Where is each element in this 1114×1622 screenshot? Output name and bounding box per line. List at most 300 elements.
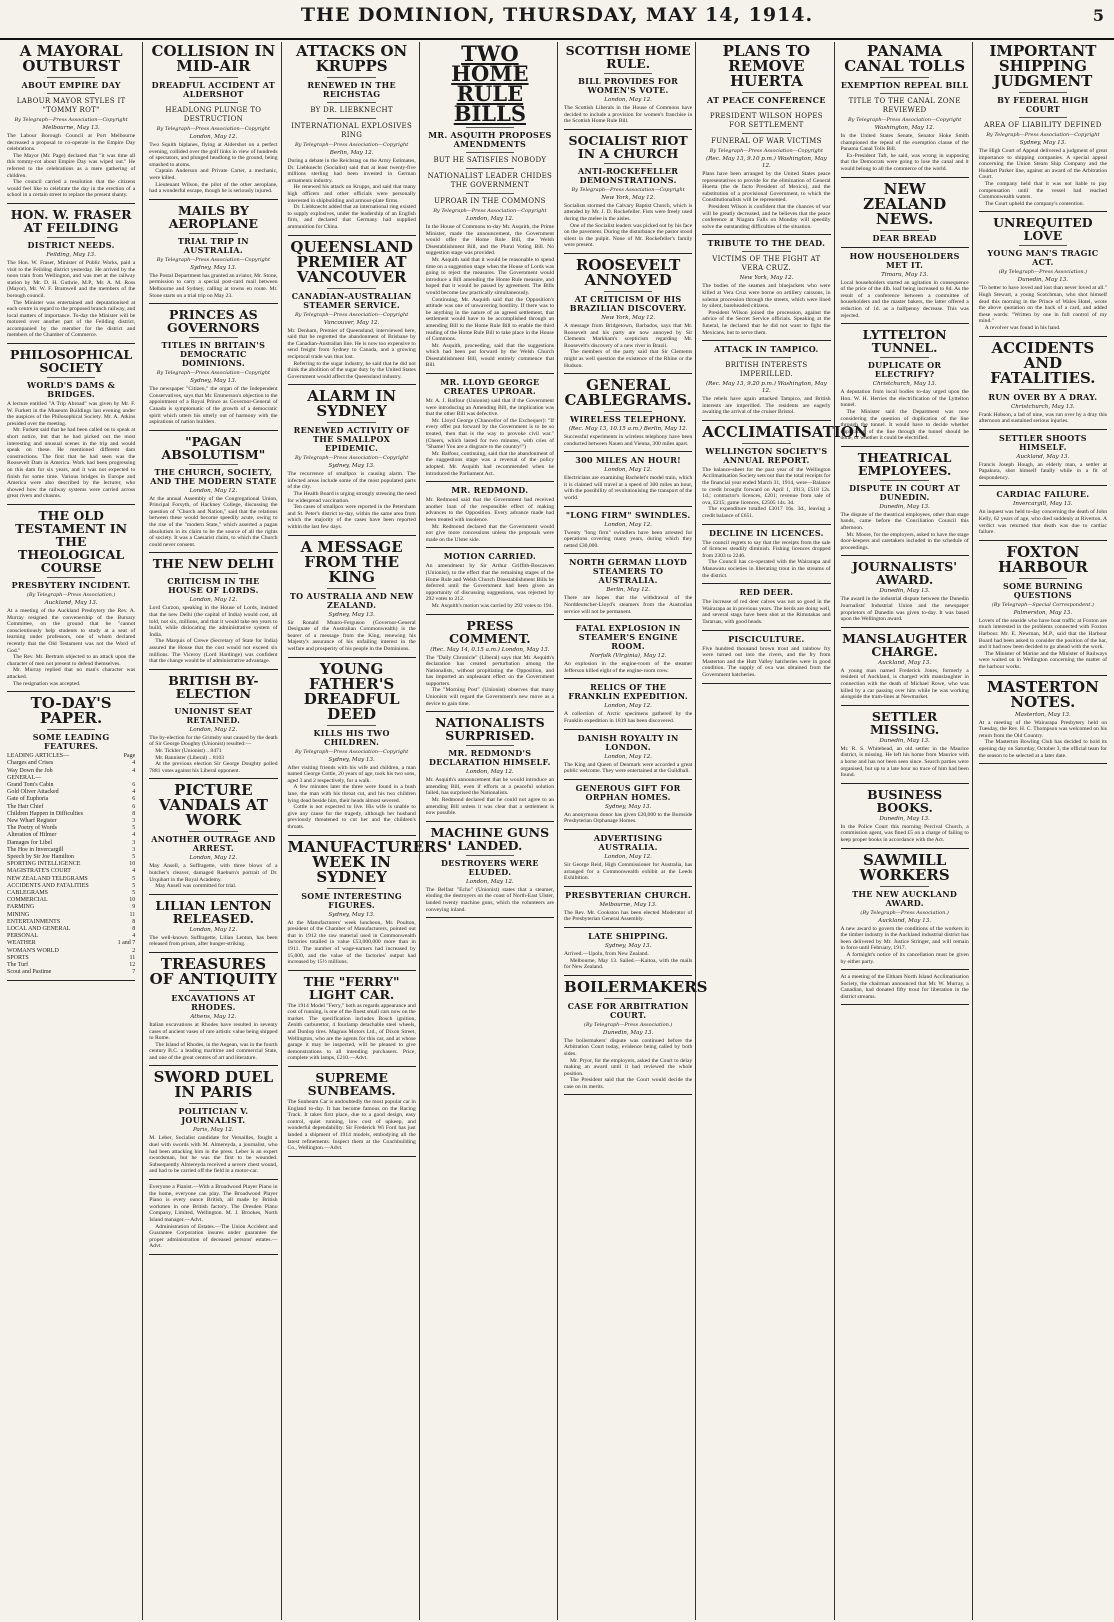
toc-row	[7, 897, 135, 904]
article-rule	[841, 1004, 969, 1005]
toc-page: 11	[129, 954, 136, 961]
article-subheading: WORLD'S DAMS & BRIDGES.	[27, 380, 116, 400]
byline: By Telegraph—Press Association—Copyright	[571, 186, 685, 193]
article-paragraph: A message from Bridgetown, Barbados, says that Mr. Roosevelt and his party are now annoyed by Sir Clements Markham's scepticism regarding Mr. Roosevelt's discovery of a new river in Brazil.	[564, 322, 693, 349]
article	[561, 558, 695, 620]
dateline: Auckland, May 13.	[44, 599, 98, 606]
article-headline: A MESSAGE FROM THE KING	[300, 537, 403, 586]
article-paragraph: The dispute of the theatrical employees, other than stage hands, came before the Conciliation Council this afternoon.	[840, 511, 969, 532]
article-subheading: ANOTHER OUTRAGE AND ARREST.	[151, 834, 276, 854]
article-paragraph: The Island of Rhodes, in the Aegean, was in the fourth century B.C. a leading maritime and commercial State, and one of the great centres of art and literature.	[149, 1041, 278, 1061]
article-subheading: 300 MILES AN HOUR!	[575, 455, 681, 466]
article-paragraph: There are hopes that the withdrawal of the Norddeutscher-Lloyd's steamers from the Australian service will not be permanent.	[564, 595, 693, 615]
article-paragraph: Twenty "long firm" swindlers have been arrested for operations covering many years, during which they netted £30,000.	[564, 529, 693, 549]
toc-page: 8	[132, 918, 136, 925]
article-headline: UNREQUITED LOVE	[993, 215, 1093, 244]
article	[976, 542, 1110, 676]
article	[976, 44, 1110, 212]
dateline: Dunedin, May 13.	[879, 588, 930, 595]
article-paragraph: The "Daily Chronicle" (Liberal) says that Mr. Asquith's declaration has created perturbation among the Nationalists, without propitiating the Opposition, and has imported an unpleasant effect on the Government supporters.	[425, 654, 554, 687]
article-headline: PRINCES AS GOVERNORS	[167, 307, 260, 336]
dateline: Masterton, May 13.	[1014, 711, 1071, 718]
article-paragraph: The King and Queen of Denmark were accorded a great public welcome. They were entertained at the Guildhall.	[564, 761, 693, 775]
article-paragraph: President Wilson joined the procession, against the advice of the Secret Service officials. Speaking at the funeral, he declared that he did not want to fight the Mexicans, but to serve them.	[702, 309, 831, 336]
article-paragraph: Mr. Furkett said that he had been called on to speak at short notice, but that he had picked out the most interesting and unusual scenes in the trip and would speak on these. He mentioned different dam constructions. The first that he had seen was the Roosevelt Dam in America. Work had been progressing on this dam for six years, and it was not expected to finish for some time. Various bridges in Europe and America were also described by the lecturer, who showed how the railway systems were carried across great rivers and chasms.	[7, 427, 136, 500]
divider	[466, 855, 515, 856]
article-subheading: SOME BURNING QUESTIONS	[1003, 580, 1083, 600]
article-paragraph: A deputation from local bodies to-day urged upon the Hon. W. H. Herries the electrification of the Lyttelton tunnel.	[840, 389, 969, 409]
article-subheading: KILLS HIS TWO CHILDREN.	[313, 727, 390, 747]
article-rule	[288, 970, 416, 971]
article-subheading: MR. REDMOND'S DECLARATION HIMSELF.	[429, 748, 551, 768]
toc-row	[7, 926, 135, 933]
article-paragraph: The balance-sheet for the past year of the Wellington Acclimatisation Society sets out that the total receipts for the financial year ended March 31, 1914, were—Balance to credit brought forward on April 1, 1913, £518 12s. 1d.; contractor's licences, £201; revenue from sale of ova, £215; game licences, £2505 14s. 3d.	[702, 466, 831, 506]
article-subheading: BY FEDERAL HIGH COURT	[997, 95, 1089, 114]
toc-label: NEW ZEALAND TELEGRAMS	[7, 875, 88, 882]
article-paragraph: May Ansell, a Suffragette, with three blows of a butcher's cleaver, damaged Raeburn's portrait of Dr. Urquhart in the Royal Academy.	[149, 863, 278, 883]
article-paragraph: Mr. Denham, Premier of Queensland, interviewed here, said that he regretted the abandonment of Brisbane by the Canadian-Australian line. He is now too expensive to send freight from Sydney to Canada, and a growing reciprocal trade was thus lost.	[287, 327, 416, 360]
dateline: Vancouver, May 12.	[323, 319, 380, 326]
toc-page: 4	[132, 760, 136, 767]
divider	[1019, 117, 1068, 118]
byline: (By Telegraph—Press Association.)	[998, 269, 1088, 276]
article-rule	[979, 211, 1107, 212]
article-paragraph: In the United States Senate, Senator Hoke Smith championed the repeal of the exemption clause of the Panama Canal Tolls Bill.	[840, 133, 969, 153]
article-subheading: LATE SHIPPING.	[588, 930, 669, 941]
byline: By Telegraph—Press Association—Copyright	[295, 311, 409, 318]
article-subheading: CASE FOR ARBITRATION COURT.	[567, 1000, 689, 1020]
article-subheading: FUNERAL OF WAR VICTIMS	[711, 137, 822, 145]
article-subheading: CARDIAC FAILURE.	[996, 489, 1090, 500]
article	[699, 588, 833, 630]
toc-label: The Poetry of Words	[7, 825, 57, 832]
toc-page: 1 and 7	[117, 940, 136, 947]
article	[146, 783, 280, 894]
divider	[466, 193, 515, 194]
toc-page: 4	[132, 832, 136, 839]
article-paragraph: Continuing, Mr. Asquith said that the Opposition's attitude was one of unwavering hostility. If there was to be anything in the nature of an agreed settlement, that settlement would have to be accomplished through an amending Bill to the Home Rule Bill to enable the third reading of the Home Rule Bill to take place in the House of Commons.	[425, 296, 554, 343]
article-rule	[841, 848, 969, 849]
byline: By Telegraph—Press Association—Copyright	[295, 455, 409, 462]
article	[699, 529, 833, 585]
article-rule	[288, 1156, 416, 1157]
divider	[47, 577, 96, 578]
article-headline: SAWMILL WORKERS	[859, 850, 950, 884]
article-rule	[564, 451, 692, 452]
article-rule	[288, 384, 416, 385]
divider	[604, 998, 653, 999]
article-subheading: DISTRICT NEEDS.	[27, 239, 115, 250]
toc-row	[7, 962, 135, 969]
article-paragraph: Mr. Bannister (Liberal) .. 8103	[155, 754, 225, 761]
article-paragraph: The expenditure totalled £3017 16s. 3d., leaving a credit balance of £651.	[702, 506, 831, 520]
byline: By Telegraph—Press Association—Copyright	[986, 132, 1100, 138]
dateline: (Rec. May 13, 9.10 p.m.) Washington, May 12.	[706, 156, 827, 169]
article-paragraph: Captain Anderson and Private Carter, a mechanic, were killed.	[149, 168, 278, 181]
dateline: Washington, May 12.	[874, 125, 935, 131]
dateline: London, May 12.	[466, 216, 514, 222]
divider	[604, 73, 653, 74]
dateline: Dunedin, May 13.	[879, 815, 930, 822]
toc-row	[7, 955, 135, 962]
article-paragraph: At the Manufacturers' week luncheon, Mr. Poulton, president of the Chamber of Manufacturers, pointed out that in 1912 the raw material used in Commonwealth factories totalled in value £53,000,000 more than in 1911. The number of wage-earners had increased by 15,000, and the value of the factories' output had increased by 15½ millions.	[287, 919, 416, 966]
article-paragraph: The Minister was entertained and deputationised at each centre in regard to the proposed branch railway, and local matters of importance. To-day the Minister will be motored over another part of the Feilding district, accompanied by the member for the district and members of the Chamber of Commerce.	[7, 299, 136, 339]
article-headline: NEW ZEALAND NEWS.	[863, 179, 947, 228]
article-rule	[841, 969, 969, 970]
article-rule	[564, 975, 692, 976]
article-rule	[979, 763, 1107, 764]
article-rule	[149, 669, 277, 670]
article-paragraph: An inquest was held to-day concerning the death of John Kelly, 62 years of age, who died suddenly at Riverton. A verdict was returned that death was due to cardiac failure.	[978, 509, 1107, 536]
article-headline: MACHINE GUNS LANDED.	[430, 824, 550, 853]
article-paragraph: The newspaper "Citizen," the organ of the Independent Conservatives, says that Mr. Emmerson's objection to the appointment of a Royal Prince as Governor-General of Canada is symptomatic of the growth of a democratic spirit which utters his utterly out of harmony with the aspirations of nation builders.	[149, 386, 278, 426]
article-subheading: PRESBYTERY INCIDENT.	[11, 579, 131, 590]
article-subheading: HEADLONG PLUNGE TO DESTRUCTION	[165, 106, 262, 123]
toc-label: LOCAL AND GENERAL	[7, 925, 71, 932]
article	[699, 44, 833, 235]
article-subheading: MR. REDMOND.	[451, 485, 529, 496]
dateline: Christchurch, May 13.	[1011, 403, 1075, 410]
divider	[1019, 245, 1068, 246]
article-paragraph: Mr. Moore, for the employers, asked to have the stage door-keepers and caretakers included in the schedule of proceedings.	[840, 531, 969, 551]
article-subheading: CRITICISM IN THE HOUSE OF LORDS.	[167, 576, 260, 596]
article-paragraph: The Minister said the Department was now considering the question of duplication of the line through the tunnel. It would have to decide whether duplication of the line through the tunnel should be done, or whether it could be electrified.	[840, 408, 969, 442]
article	[838, 179, 972, 248]
toc-row	[7, 847, 135, 854]
article-paragraph: In the Police Court this morning Percival Church, a commission agent, was fined £5 on a charge of failing to keep proper books in accordance with the Act.	[840, 823, 969, 843]
toc-row	[7, 811, 135, 818]
dateline: Christchurch, May 13.	[872, 381, 937, 388]
article-paragraph: During a debate in the Reichstag on the Army Estimates, Dr. Liebknecht (Socialist) said that at least twenty-five millions sterling had been invested in German armaments industry.	[287, 158, 416, 184]
article-headline: IMPORTANT SHIPPING JUDGMENT	[989, 42, 1097, 90]
article-headline: TWO HOME RULE BILLS	[451, 41, 529, 126]
dateline: London, May 12.	[189, 926, 238, 933]
divider	[742, 92, 791, 93]
article-headline: A MAYORAL OUTBURST	[19, 42, 123, 75]
article-rule	[564, 927, 692, 928]
article	[423, 619, 557, 713]
dateline: New York, May 12.	[739, 275, 794, 282]
article	[976, 677, 1110, 765]
toc-page: 6	[132, 803, 136, 810]
column-4	[419, 42, 557, 1620]
article-rule	[841, 783, 969, 784]
article-subheading: CANADIAN-AUSTRALIAN STEAMER SERVICE.	[291, 290, 412, 310]
article-paragraph: President Wilson is confident that the chances of war will be greatly decreased, and he believes that the peace conference at Niagara Falls on Monday will speedily solve the outstanding difficulties of the situation.	[702, 203, 831, 230]
dateline: Dunedin, May 13.	[879, 503, 930, 510]
byline: By Telegraph—Press Association—Copyright	[156, 256, 270, 263]
toc-label: FARMING	[7, 904, 35, 911]
article	[4, 348, 138, 505]
article	[976, 434, 1110, 487]
toc-page: 4	[132, 789, 136, 796]
divider	[1019, 92, 1068, 93]
article-paragraph: The by-election for the Grimsby seat caused by the death of Sir George Doughty (Unionist) resulted:—	[149, 734, 278, 748]
article-rule	[702, 583, 830, 584]
article	[976, 338, 1110, 430]
article	[838, 710, 972, 784]
byline: (By Telegraph—Press Association.)	[26, 591, 116, 598]
article-paragraph: The Court upheld the company's contention.	[984, 200, 1084, 207]
article-paragraph: The recurrence of smallpox is causing alarm. The infected areas include some of the most populated parts of the city.	[287, 471, 416, 491]
article-paragraph: The Mayor (Mr. Page) declared that "it was time all this tommy-rot about Empire Day was wiped out." He referred to the celebrations as a mere gathering of children.	[7, 152, 136, 179]
toc-label: Damages for Libel	[7, 839, 52, 846]
article-subheading: DISPUTE IN COURT AT DUNEDIN.	[849, 482, 961, 502]
divider	[189, 233, 238, 234]
article-headline: SWORD DUEL IN PARIS	[153, 1068, 274, 1102]
article	[423, 378, 557, 482]
dateline: Melbourne, May 13.	[42, 125, 100, 131]
article-paragraph: Plans have been arranged by the United States peace representatives to provide for the elimination of General Huerta (the de facto President of Mexico), and the substitution of a provisional Government, to which the Constitutionalists will be represented.	[702, 171, 831, 204]
divider	[47, 237, 96, 238]
article-rule	[426, 614, 554, 615]
article-paragraph: The Rev. Mr. Bertram objected to an attack upon the character of men not present to defend themselves.	[7, 654, 136, 667]
article	[146, 674, 280, 780]
article-paragraph: A fortnight's notice of its cancellation must be given by either party.	[840, 951, 969, 965]
article-paragraph: At the previous election Sir George Doughty polled 7881 votes against his Liberal opponent.	[149, 761, 278, 774]
article-subheading: THE NEW AUCKLAND AWARD.	[852, 888, 958, 908]
article-headline: FOXTON HARBOUR	[997, 542, 1088, 576]
article-rule	[564, 506, 692, 507]
divider	[880, 886, 929, 887]
article	[561, 891, 695, 928]
dateline: London, May 12.	[604, 703, 652, 710]
article-subheading: POLITICIAN V. JOURNALIST.	[178, 1106, 249, 1126]
article-paragraph: At a meeting of the Eltham North Island Acclimatisation Society, the chairman announced that Mr. W. Murray, a Canadian, had donated fifty trout for liberation in the district streams.	[840, 974, 969, 1000]
toc-label: New Wharf Register	[7, 817, 57, 824]
article	[146, 1184, 280, 1255]
article-paragraph: At the annual Assembly of the Congregational Union, Principal Forsyth, of Hackney College, discussing the question of "Church and Nation," said that the relations between these would become speedily acute, owing to the rise of the "modern State," which asserted a pagan absolutism in its claim to be the source of all the rights of society. It was a Caesarist claim, to which the Church could never consent.	[149, 495, 278, 548]
article-rule	[426, 547, 554, 548]
article-rule	[149, 199, 277, 200]
article	[285, 389, 419, 535]
dateline: London, May 12.	[604, 853, 652, 860]
article	[561, 255, 695, 374]
article	[838, 850, 972, 971]
article-headline: "PAGAN ABSOLUTISM"	[161, 433, 266, 462]
article-subheading: YOUNG MAN'S TRAGIC ACT.	[987, 248, 1099, 268]
toc-label: ENTERTAINMENTS	[7, 918, 61, 925]
article-paragraph: The President said that the Court would decide the case on its merits.	[564, 1077, 693, 1090]
article-paragraph: The 1914 Model "Ferry," both as regards appearance and cost of running, is one of the finest small cars now on the market. The specification includes Bosch ignition, Zenith carburettor, 4 fourlamp detachable steel wheels, and Dunlop tires. Magnus Motors Ltd., of Dixon Street, Wellington, who are the agents for this car, and at whose garage it may be inspected, will be pleased to give demonstrations to all intending purchasers. Price, complete with lamps, £210.—Advt.	[287, 1002, 416, 1062]
article-paragraph: The rebels have again attacked Tampico, and British interests are imperilled. The residents are eagerly awaiting the arrival of the cruiser Bristol.	[702, 396, 831, 416]
toc-label: CABLEGRAMS	[7, 889, 49, 896]
divider	[604, 411, 653, 412]
article-paragraph: Electricians are examining Bachelet's model train, which it is claimed will travel at a speed of 300 miles an hour, with the possibility of revolutionising the transport of the world.	[564, 475, 693, 502]
article-paragraph: Mr. Pryor, for the employers, asked the Court to delay making an award until it had reviewed the whole position.	[564, 1057, 693, 1077]
table-of-contents	[7, 753, 135, 976]
dateline: London, May 12.	[189, 487, 238, 494]
article-paragraph: An explosion in the engine-room of the steamer Jefferson killed eight of the engine-room crew.	[564, 661, 693, 674]
article	[838, 560, 972, 627]
divider	[466, 168, 515, 169]
article-subheading: UNIONIST SEAT RETAINED.	[174, 705, 253, 725]
divider	[189, 831, 238, 832]
toc-label: WEATHER	[7, 940, 36, 947]
article	[838, 451, 972, 557]
divider	[47, 729, 96, 730]
article-subheading: RELICS OF THE FRANKLIN EXPEDITION.	[568, 682, 688, 702]
article-paragraph: The well-known Suffragette, Lilian Lenton, has been released from prison, after hunger-striking.	[149, 934, 278, 948]
divider	[327, 725, 376, 726]
dateline: London, May 12.	[466, 878, 514, 885]
toc-label: Children Happen in Difficulties	[7, 810, 84, 817]
article-subheading: RED DEER.	[739, 587, 794, 598]
article-rule	[288, 535, 416, 536]
article	[146, 1070, 280, 1180]
dateline: Sydney, May 13.	[604, 942, 652, 949]
divider	[189, 703, 238, 704]
dateline: Sydney, May 13.	[1019, 140, 1067, 146]
article	[838, 974, 972, 1005]
article-headline: LILIAN LENTON RELEASED.	[155, 897, 272, 926]
article-headline: QUEENSLAND PREMIER AT VANCOUVER	[290, 237, 413, 286]
article-paragraph: The council regrets to say that the receipts from the sale of licences steadily diminish. Fishing licences dropped from 2303 to 2246.	[702, 539, 831, 559]
article-subheading: GENEROUS GIFT FOR ORPHAN HOMES.	[575, 782, 681, 802]
byline: By Telegraph—Press Association—Copyright	[709, 148, 823, 154]
article-paragraph: A revolver was found in his hand.	[984, 324, 1061, 331]
article-subheading: MOTION CARRIED.	[443, 551, 536, 562]
article-rule	[149, 778, 277, 779]
article	[561, 44, 695, 130]
toc-page: 9	[132, 904, 136, 911]
dateline: Dunedin, May 13.	[1017, 277, 1069, 284]
article-rule	[564, 886, 692, 887]
article-paragraph: Mr. Asquith said that it would be reasonable to spend time on a suggestion stage when the House of Lords was going to reject the measures. The Government would introduce a Bill amending the Home Rule measure, and hoped that it would be passed by agreement. The Bills would become law practically simultaneously.	[425, 256, 554, 296]
article	[976, 216, 1110, 336]
article-subheading: WIRELESS TELEPHONY.	[570, 414, 687, 425]
article-paragraph: Lieutenant Wilson, the pilot of the other aeroplane, had a wonderful escape, though he is seriously injured.	[149, 181, 278, 195]
toc-row	[7, 948, 135, 955]
article-rule	[979, 336, 1107, 337]
divider	[189, 337, 238, 338]
byline: By Telegraph—Press Association—Copyright	[433, 208, 547, 214]
article-rule	[564, 553, 692, 554]
article-paragraph: The Marquis of Crewe (Secretary of State for India) assured the House that the cost would not exceed six millions. The Viceroy (Lord Hardinge) was confident that the change would be of administrative advantage.	[149, 638, 278, 665]
dateline: Paris, May 12.	[193, 1127, 234, 1134]
toc-row	[7, 854, 135, 861]
divider	[880, 230, 929, 231]
toc-page: 10	[129, 897, 136, 904]
toc-label: Alteration of Hilmer	[7, 832, 57, 839]
article-rule	[149, 303, 277, 304]
article	[838, 788, 972, 849]
article-paragraph: The High Court of Appeal delivered a judgment of great importance to shipping companies. A special appeal concerning the Union Steam Ship Company and the Huddart Parker line, against an award of the Arbitration Court.	[978, 148, 1107, 181]
dateline: London, May 12.	[189, 597, 238, 604]
article-paragraph: The "Morning Post" (Unionist) observes that many Unionists will regard the Government's new move as a device to gain time.	[425, 687, 554, 707]
article-paragraph: An anonymous donor has given £20,000 to the Burnside Presbyterian Orphanage Homes.	[564, 811, 693, 825]
article-paragraph: The Masterton Bowling Club has decided to hold its opening day on Saturday, October 3, the official team for the season to be selected at a later date.	[978, 739, 1107, 759]
article-paragraph: An amendment by Sir Arthur Griffith-Boscawen (Unionist), to the effect that the remaining stages of the Home Rule and Welsh Church Disestablishment Bills be deferred until the Government had been given an opportunity of discussing suggestions, was rejected by 292 votes to 212.	[425, 563, 554, 603]
dateline: London, May 12.	[604, 467, 652, 474]
article-paragraph: At a meeting of the Auckland Presbytery the Rev. A. Murray resigned the convenership of the Bursary Committee, on the ground that he "cannot conscientiously help students to study at a seat of learning under professors, one of whom declared recently that the Old Testament was not the Word of God."	[7, 607, 136, 654]
article-paragraph: Mr. Asquith's announcement that he would introduce an amending Bill, even if efforts at a peaceful solution failed, has surprised the Nationalists.	[425, 777, 554, 797]
toc-page: 8	[132, 810, 136, 817]
article-subheading: LABOUR MAYOR STYLES IT "TOMMY ROT"	[16, 97, 126, 114]
toc-row	[7, 768, 135, 775]
toc-label: Gold Oliver Attacked	[7, 789, 59, 796]
article-subheading: RENEWED IN THE REICHSTAG	[307, 80, 396, 99]
toc-row	[7, 760, 135, 767]
article-subheading: DESTROYERS WERE ELUDED.	[441, 857, 539, 877]
article-subheading: AREA OF LIABILITY DEFINED	[984, 121, 1102, 129]
article-headline: PICTURE VANDALS AT WORK	[158, 781, 268, 830]
divider	[466, 745, 515, 746]
toc-label: WOMAN'S WORLD	[7, 947, 59, 954]
dateline: Berlin, May 12.	[606, 587, 650, 594]
article	[423, 716, 557, 822]
toc-page: 6	[132, 796, 136, 803]
toc-page: 5	[132, 889, 136, 896]
article	[423, 486, 557, 548]
divider	[189, 77, 238, 78]
toc-label: The Hoe in Invercargill	[7, 846, 64, 853]
article-paragraph: The Postal Department has granted an aviator, Mr. Stone, permission to carry a special post-card mail between Melbourne and Sydney, calling at towns en route. Mr. Stone starts on a trial trip on May 23.	[149, 272, 278, 299]
article	[561, 834, 695, 887]
article	[146, 557, 280, 669]
article-subheading: AT CRITICISM OF HIS BRAZILIAN DISCOVERY.	[569, 293, 687, 313]
article-subheading: RUN OVER BY A DRAY.	[988, 391, 1098, 402]
article-rule	[702, 683, 830, 684]
dateline: London, May 12.	[604, 521, 652, 528]
article-paragraph: The Rev. Mr. Cookston has been elected Moderator of the Presbyterian General Assembly.	[564, 909, 693, 923]
masthead-title: THE DOMINION, THURSDAY, MAY 14, 1914.	[300, 4, 814, 26]
article-rule	[426, 821, 554, 822]
article-subheading: ADVERTISING AUSTRALIA.	[593, 832, 663, 852]
article	[285, 659, 419, 836]
article	[838, 44, 972, 178]
article-rule	[149, 1254, 277, 1255]
divider	[742, 357, 791, 358]
toc-page: 3	[132, 817, 136, 824]
article-rule	[7, 691, 135, 692]
toc-label: MAGISTRATE'S COURT	[7, 868, 71, 875]
article-subheading: EXEMPTION REPEAL BILL	[840, 80, 969, 90]
article-headline: HON. W. FRASER AT FEILDING	[10, 206, 132, 235]
article-headline: MANSLAUGHTER CHARGE.	[842, 630, 968, 659]
article-paragraph: A collection of Arctic specimens gathered by the Franklin expedition in 1819 has been discovered.	[564, 711, 693, 724]
article-paragraph: Mr. Redmond declared that the Government would not give more concessions unless the proposals were made on the Ulster side.	[425, 523, 554, 543]
article-paragraph: Melbourne, May 13. Sailed.—Kaitoa, with the mails for New Zealand.	[564, 957, 693, 971]
article-subheading: ABOUT EMPIRE DAY	[21, 80, 121, 90]
byline: By Telegraph—Press Association—Copyright	[156, 126, 270, 132]
toc-label: ACCIDENTS AND FATALITIES	[7, 882, 89, 889]
toc-page: 5	[132, 875, 136, 882]
toc-label: PERSONAL	[7, 933, 39, 940]
dateline: Palmerston, May 13.	[1013, 609, 1073, 616]
article-subheading: DECLINE IN LICENCES.	[709, 527, 824, 538]
article-rule	[564, 129, 692, 130]
dateline: Feilding, May 13.	[46, 251, 96, 258]
article-subheading: BY DR. LIEBKNECHT	[310, 106, 393, 114]
article-subheading: BILL PROVIDES FOR WOMEN'S VOTE.	[578, 76, 679, 95]
dateline: Sydney, May 13.	[328, 911, 375, 918]
divider	[189, 990, 238, 991]
toc-row	[7, 904, 135, 911]
divider	[880, 77, 929, 78]
article	[423, 41, 557, 374]
toc-page: 4	[132, 933, 136, 940]
divider	[47, 77, 96, 78]
toc-row	[7, 861, 135, 868]
toc-label: Gate of Euphoria	[7, 796, 49, 803]
article-rule	[564, 373, 692, 374]
article-rule	[841, 247, 969, 248]
column-5	[557, 42, 708, 1620]
toc-label: SPORTING INTELLIGENCE	[7, 861, 81, 868]
article	[423, 552, 557, 614]
article	[285, 537, 419, 658]
